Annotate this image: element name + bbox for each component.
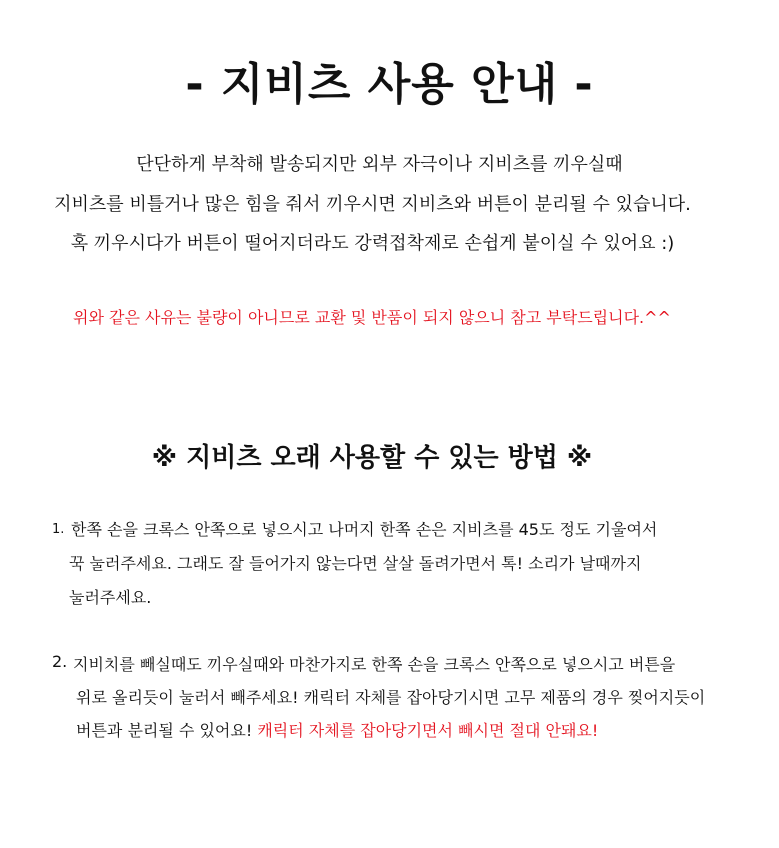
tip-2-line-3 (76, 718, 598, 741)
tip-1-line-1: 한쪽 손을 크록스 안쪽으로 넣으시고 나머지 한쪽 손은 지비츠를 45도 정도 기울여서 (71, 520, 658, 539)
tip-2-number: 2. (52, 652, 68, 671)
page-title: - 지비츠 사용 안내 - (185, 59, 594, 110)
tip-1-line-3: 눌러주세요. (69, 588, 152, 607)
intro-line-2: 지비츠를 비틀거나 많은 힘을 줘서 끼우시면 지비츠와 버튼이 분리될 수 있습니다. (54, 194, 691, 215)
tip-2-line-2: 위로 올리듯이 눌러서 빼주세요! 캐릭터 자체를 잡아당기시면 고무 제품의 경우 찢어지듯이 (76, 688, 706, 707)
intro-line-3: 혹 끼우시다가 버튼이 떨어지더라도 강력접착제로 손쉽게 붙이실 수 있어요 :) (70, 233, 675, 254)
tip-1-number: 1. (52, 522, 65, 537)
tip-2-line-3-warning: 캐릭터 자체를 잡아당기면서 빼시면 절대 안돼요! (257, 721, 599, 740)
tip-1-line-2: 꾹 눌러주세요. 그래도 잘 들어가지 않는다면 살살 돌려가면서 톡! 소리가 날때까지 (69, 554, 642, 573)
tip-2-line-1: 지비치를 빼실때도 끼우실때와 마찬가지로 한쪽 손을 크록스 안쪽으로 넣으시고 버튼을 (73, 655, 676, 674)
section-subtitle: ※ 지비츠 오래 사용할 수 있는 방법 ※ (151, 443, 593, 473)
notice-text: 위와 같은 사유는 불량이 아니므로 교환 및 반품이 되지 않으니 참고 부탁드립니다.^^ (73, 308, 671, 327)
tip-2-line-3-black: 버튼과 분리될 수 있어요! (76, 721, 253, 740)
intro-line-1: 단단하게 부착해 발송되지만 외부 자극이나 지비츠를 끼우실때 (136, 154, 623, 175)
